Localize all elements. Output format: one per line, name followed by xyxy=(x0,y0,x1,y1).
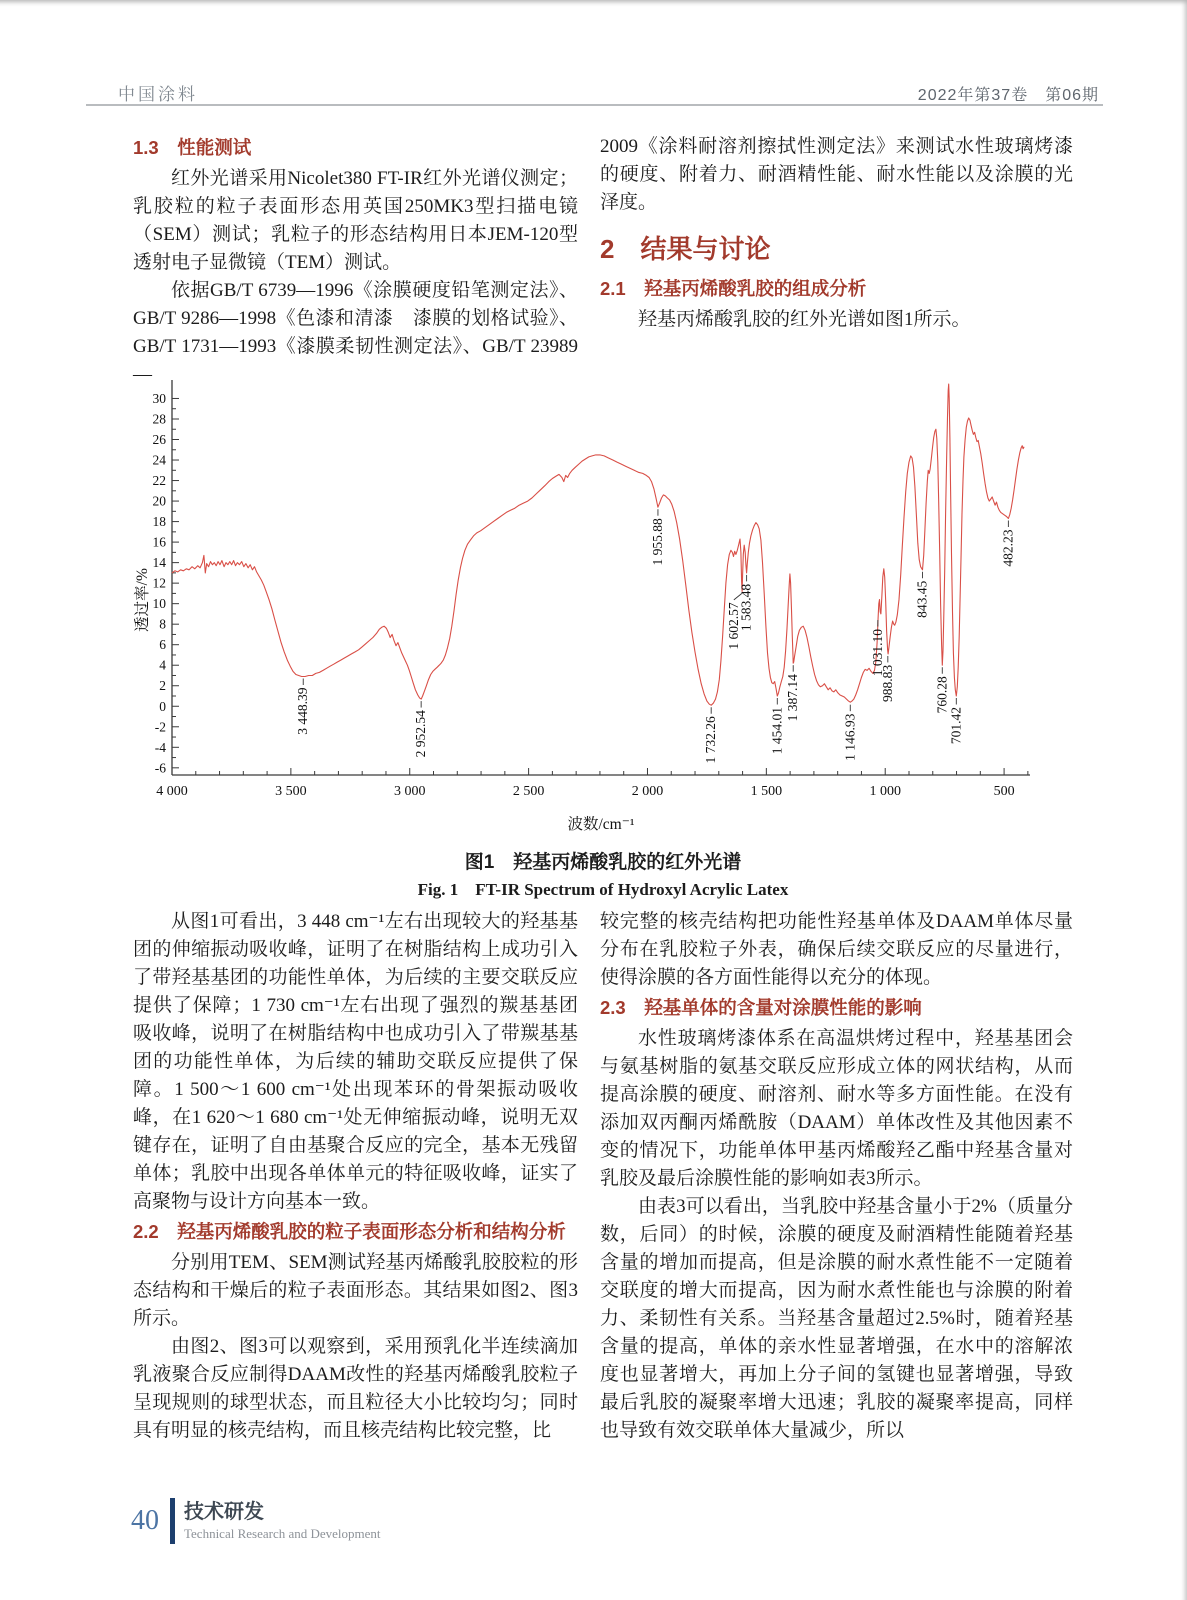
page-footer xyxy=(131,1498,381,1544)
section-2-2-paragraph-1: 分别用TEM、SEM测试羟基丙烯酸乳胶胶粒的形态结构和干燥后的粒子表面形态。其结果如图2、图3所示。 xyxy=(133,1252,578,1329)
peak-label: 482.23 xyxy=(1000,529,1016,567)
y-tick-label: -4 xyxy=(154,739,166,755)
y-tick-label: 4 xyxy=(159,657,166,673)
section-2-2-paragraph-2-continued: 较完整的核壳结构把功能性羟基单体及DAAM单体尽量分布在乳胶粒子外表，确保后续交联反应的尽量进行，使得涂膜的各方面性能得以充分的体现。 xyxy=(600,911,1073,988)
peak-label: 1 955.88 xyxy=(649,518,665,566)
ftir-spectrum-chart xyxy=(133,372,1073,840)
peak-label: 1 387.14 xyxy=(785,674,801,722)
x-tick-label: 3 500 xyxy=(275,784,307,799)
spectrum-curve xyxy=(172,384,1024,705)
peak-label: 3 448.39 xyxy=(295,687,311,735)
page-header xyxy=(118,80,1099,105)
y-tick-label: 8 xyxy=(159,616,166,632)
issue-info: 2022年第37卷 第06期 xyxy=(917,87,1099,104)
y-tick-label: 12 xyxy=(152,575,166,591)
section-2-2-heading: 2.2 羟基丙烯酸乳胶的粒子表面形态分析和结构分析 xyxy=(133,1221,566,1242)
bottom-columns xyxy=(133,908,1073,1548)
section-2-3-paragraph-1: 水性玻璃烤漆体系在高温烘烤过程中，羟基基团会与氨基树脂的氨基交联反应形成立体的网状结构，从而提高涂膜的硬度、耐溶剂、耐水等多方面性能。在没有添加双丙酮丙烯酰胺（DAAM）单体改性及其他因素不变的情况下，功能单体甲基丙烯酸羟乙酯中羟基含量对乳胶及最后涂膜性能的影响如表3所示。 xyxy=(600,1028,1073,1189)
peak-label: 1 031.10 xyxy=(869,629,885,677)
section-2-1-paragraph: 羟基丙烯酸乳胶的红外光谱如图1所示。 xyxy=(638,309,971,330)
section-1-3-paragraph-1: 红外光谱采用Nicolet380 FT-IR红外光谱仪测定；乳胶粒的粒子表面形态用英国250MK3型扫描电镜（SEM）测试；乳粒子的形态结构用日本JEM-120型透射电子显微镜（TEM）测试。 xyxy=(133,168,578,273)
y-tick-label: 16 xyxy=(152,534,166,550)
footer-column-zh: 技术研发 xyxy=(184,1500,264,1523)
x-tick-label: 1 500 xyxy=(750,784,783,799)
top-right-column xyxy=(600,133,1073,389)
footer-divider-bar xyxy=(170,1498,175,1544)
y-tick-label: 6 xyxy=(159,637,166,653)
bottom-left-column xyxy=(133,908,578,1548)
peak-label: 1 454.01 xyxy=(769,707,785,755)
y-tick-label: -6 xyxy=(154,760,166,776)
y-tick-label: 26 xyxy=(152,432,166,448)
top-left-column xyxy=(133,133,578,389)
x-tick-label: 1 000 xyxy=(869,784,901,799)
section-2-heading: 2 结果与讨论 xyxy=(600,234,771,264)
peak-label: 701.42 xyxy=(948,707,964,745)
y-tick-label: -2 xyxy=(154,719,166,735)
peak-label: 1 583.48 xyxy=(738,583,754,632)
x-tick-label: 2 500 xyxy=(512,784,545,799)
section-2-2-paragraph-2: 由图2、图3可以观察到，采用预乳化半连续滴加乳液聚合反应制得DAAM改性的羟基丙烯酸乳胶粒子呈现规则的球型状态，而且粒径大小比较均匀；同时具有明显的核壳结构，而且核壳结构比较完整，比 xyxy=(133,1336,578,1441)
figure-1 xyxy=(133,372,1073,900)
peak-label: 843.45 xyxy=(914,580,930,618)
y-tick-label: 14 xyxy=(152,555,166,571)
y-tick-label: 28 xyxy=(152,411,166,427)
figure-1-caption-zh: 图1 羟基丙烯酸乳胶的红外光谱 xyxy=(464,852,742,873)
x-tick-label: 500 xyxy=(993,784,1015,799)
peak-label: 988.83 xyxy=(879,664,895,703)
peak-label: 1 146.93 xyxy=(842,713,858,761)
y-tick-label: 20 xyxy=(152,493,166,509)
top-columns xyxy=(133,133,1073,389)
journal-name: 中国涂料 xyxy=(118,85,198,104)
peak-label: 1 732.26 xyxy=(703,716,719,764)
peak-label: 2 952.54 xyxy=(413,710,429,758)
page-number: 40 xyxy=(131,1505,159,1536)
x-tick-label: 3 000 xyxy=(393,784,426,799)
section-2-1-heading: 2.1 羟基丙烯酸乳胶的组成分析 xyxy=(600,278,867,299)
header-rule xyxy=(86,104,1103,106)
x-axis-title: 波数/cm⁻¹ xyxy=(567,816,635,833)
footer-column-title xyxy=(184,1501,381,1542)
section-2-3-paragraph-2: 由表3可以看出，当乳胶中羟基含量小于2%（质量分数，后同）的时候，涂膜的硬度及耐酒精性能随着羟基含量的增加而提高，但是涂膜的耐水煮性能不一定随着交联度的增大而提高，因为耐水煮性能也与涂膜的附着力、柔韧性有关系。当羟基含量超过2.5%时，随着羟基含量的提高，单体的亲水性显著增强，在水中的溶解浓度也显著增大，再加上分子间的氢键也显著增强，导致最后乳胶的凝聚率增大迅速；乳胶的凝聚率提高，同样也导致有效交联单体大量减少，所以 xyxy=(600,1196,1073,1441)
figure-1-discussion-paragraph: 从图1可看出，3 448 cm⁻¹左右出现较大的羟基基团的伸缩振动吸收峰，证明了在树脂结构上成功引入了带羟基基团的功能性单体，为后续的主要交联反应提供了保障；1 730 cm⁻¹左右出现了强烈的羰基基团吸收峰，说明了在树脂结构中也成功引入了带羰基基团的功能性单体，为后续的辅助交联反应提供了保障。1 500～1 600 cm⁻¹处出现苯环的骨架振动吸收峰，在1 620～1 680 cm⁻¹处无伸缩振动峰，说明无双键存在，证明了自由基聚合反应的完全，基本无残留单体；乳胶中出现各单体单元的特征吸收峰，证实了高聚物与设计方向基本一致。 xyxy=(133,911,578,1212)
section-2-3-heading: 2.3 羟基单体的含量对涂膜性能的影响 xyxy=(600,997,922,1018)
section-1-3-paragraph-2: 依据GB/T 6739—1996《涂膜硬度铅笔测定法》、GB/T 9286—1998《色漆和清漆 漆膜的划格试验》、GB/T 1731—1993《漆膜柔韧性测定法》、GB/T 23989— xyxy=(133,280,578,385)
peak-label: 1 602.57 xyxy=(725,602,741,650)
figure-1-caption-en: Fig. 1 FT-IR Spectrum of Hydroxyl Acrylic Latex xyxy=(417,880,789,899)
section-1-3-paragraph-2-continued: 2009《涂料耐溶剂擦拭性测定法》来测试水性玻璃烤漆的硬度、附着力、耐酒精性能、耐水性能以及涂膜的光泽度。 xyxy=(600,136,1073,213)
y-tick-label: 30 xyxy=(152,390,166,406)
footer-column-en: Technical Research and Development xyxy=(184,1525,381,1541)
y-axis-title: 透过率/% xyxy=(134,568,151,632)
y-tick-label: 24 xyxy=(152,452,166,468)
y-tick-label: 22 xyxy=(152,473,166,489)
section-1-3-heading: 1.3 性能测试 xyxy=(133,137,252,158)
x-tick-label: 2 000 xyxy=(631,784,664,799)
y-tick-label: 0 xyxy=(159,698,166,714)
y-tick-label: 18 xyxy=(152,514,166,530)
x-tick-label: 4 000 xyxy=(156,784,188,799)
y-tick-label: 10 xyxy=(152,596,166,612)
bottom-right-column xyxy=(600,908,1073,1548)
y-tick-label: 2 xyxy=(159,678,166,694)
peak-label: 760.28 xyxy=(934,676,950,714)
